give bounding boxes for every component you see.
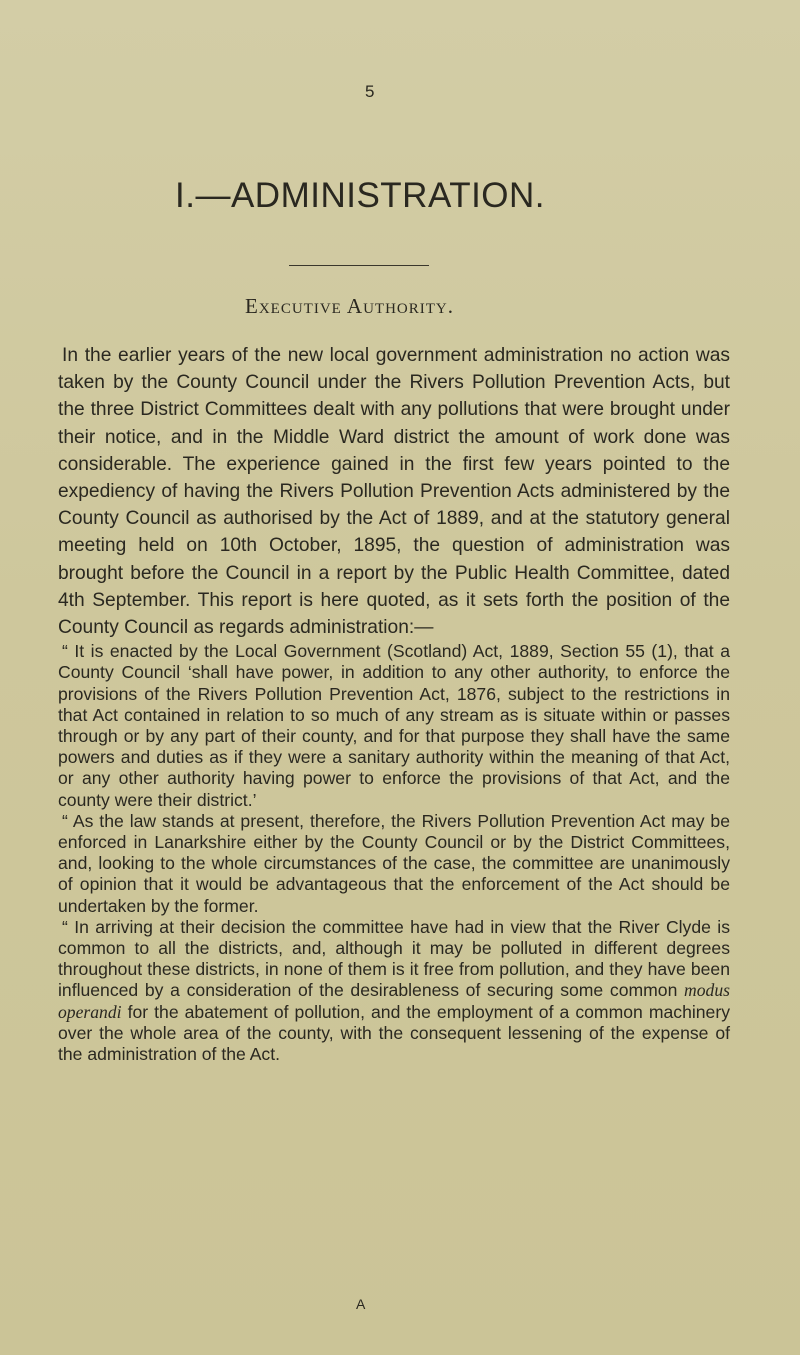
signature-mark: A — [356, 1296, 366, 1312]
paragraph-text-after-emphasis: for the abatement of pollution, and the employment of a common machinery over the whole area of the county, with the consequent lessening of the expense of the administration of the Act. — [58, 1001, 730, 1065]
paragraph-quote-law: “ As the law stands at present, therefore, the Rivers Pollution Prevention Act may be enforced in Lanarkshire either by the County Council or by the District Committees, and, looking to the whole circumstances of the case, the committee are unanimously of opinion that it would be advantageous that the enforcement of the Act should be undertaken by the former. — [58, 810, 730, 916]
page-number: 5 — [365, 82, 375, 101]
paragraph-intro: In the earlier years of the new local government administration no action was taken by the County Council under the Rivers Pollution Prevention Acts, but the three District Committees dealt with any pollutions that were brought under their notice, and in the Middle Ward district the amount of work done was considerable. The experience gained in the first few years pointed to the expediency of having the Rivers Pollution Prevention Acts administered by the County Council as authorised by the Act of 1889, and at the statutory general meeting held on 10th October, 1895, the question of administration was brought before the Council in a report by the Public Health Committee, dated 4th September. This report is here quoted, as it sets forth the position of the County Council as regards administration:— — [58, 345, 730, 639]
body-text — [58, 342, 730, 1065]
paragraph-quote-decision — [58, 917, 730, 1065]
title-divider — [289, 265, 429, 266]
paragraph-quote-act: “ It is enacted by the Local Government (Scotland) Act, 1889, Section 55 (1), that a County Council ‘shall have power, in addition to any other authority, to enforce the provisions of the Rivers Pollution Prevention Act, 1876, subject to the restrictions in that Act contained in relation to so much of any stream as is situate within or passes through or by any part of their county, and for that purpose they shall have the same powers and duties as if they were a sanitary authority within the meaning of that Act, or any other authority having power to enforce the provisions of that Act, and the county were their district.’ — [58, 641, 730, 810]
section-heading: Executive Authority. — [245, 294, 454, 318]
latin-phrase-emphasis: modus operandi — [58, 980, 730, 1022]
paragraph-text-before-emphasis: “ In arriving at their decision the committee have had in view that the River Clyde is common to all the districts, and, although it may be polluted in different degrees throughout these districts, in none of them is it free from pollution, and they have been influenced by a consideration of the desirableness of securing some common — [58, 916, 730, 1001]
chapter-title: I.—ADMINISTRATION. — [175, 176, 546, 215]
